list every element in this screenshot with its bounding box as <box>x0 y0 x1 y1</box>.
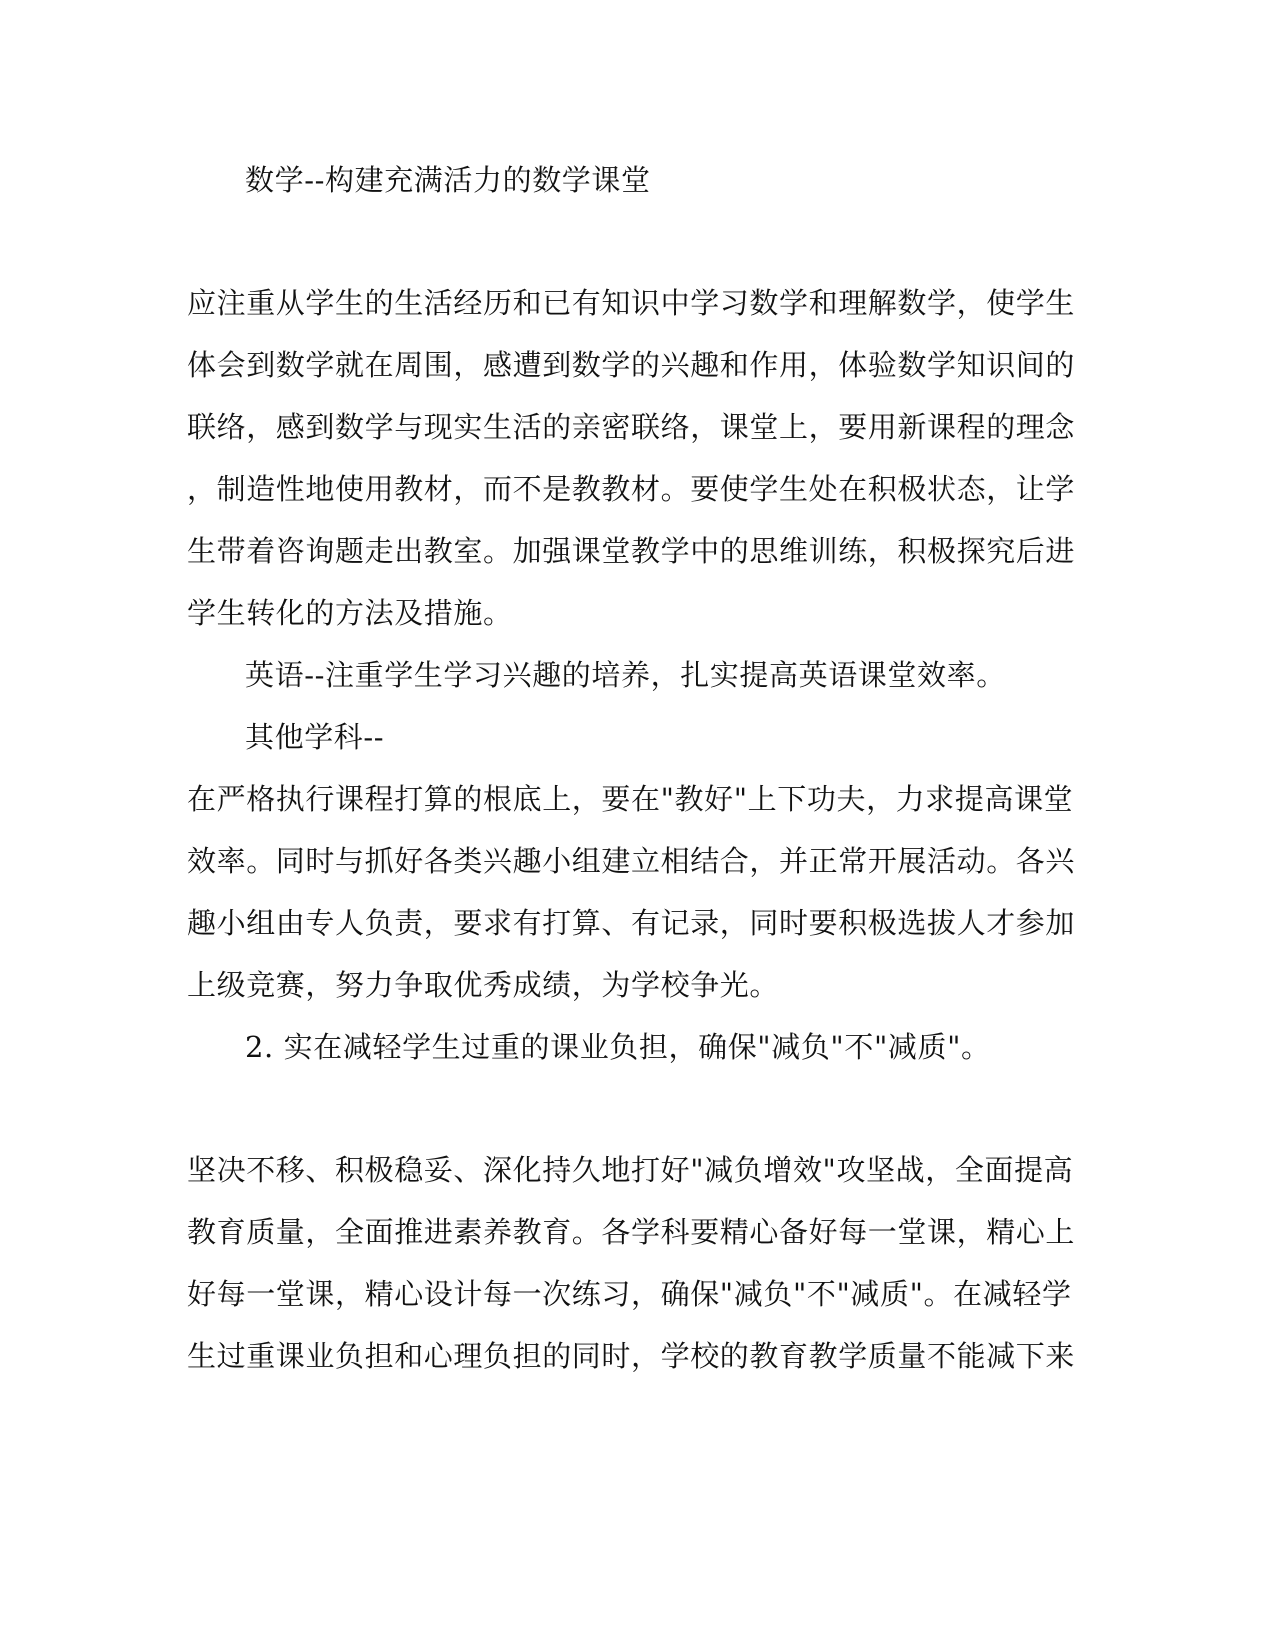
burden-paragraph-line-1: 坚决不移、积极稳妥、深化持久地打好"减负增效"攻坚战，全面提高 <box>187 1153 1074 1187</box>
burden-paragraph-line-2: 教育质量，全面推进素养教育。各学科要精心备好每一堂课，精心上 <box>187 1215 1076 1249</box>
english-heading: 英语--注重学生学习兴趣的培养，扎实提高英语课堂效率。 <box>245 658 1006 692</box>
math-heading: 数学--构建充满活力的数学课堂 <box>245 163 651 197</box>
section-2-heading: 2. 实在减轻学生过重的课业负担，确保"减负"不"减质"。 <box>245 1030 991 1064</box>
math-paragraph-line-3: 联络，感到数学与现实生活的亲密联络，课堂上，要用新课程的理念 <box>187 410 1076 444</box>
math-paragraph-line-4: ，制造性地使用教材，而不是教教材。要使学生处在积极状态，让学 <box>187 472 1076 506</box>
other-subjects-heading: 其他学科-- <box>245 720 385 754</box>
math-paragraph-line-2: 体会到数学就在周围，感遭到数学的兴趣和作用，体验数学知识间的 <box>187 348 1076 382</box>
math-paragraph-line-6: 学生转化的方法及措施。 <box>187 596 513 630</box>
burden-paragraph-line-3: 好每一堂课，精心设计每一次练习，确保"减负"不"减质"。在减轻学 <box>187 1277 1072 1311</box>
math-paragraph-line-1: 应注重从学生的生活经历和已有知识中学习数学和理解数学，使学生 <box>187 286 1076 320</box>
math-paragraph-line-5: 生带着咨询题走出教室。加强课堂教学中的思维训练，积极探究后进 <box>187 534 1076 568</box>
other-paragraph-line-4: 上级竞赛，努力争取优秀成绩，为学校争光。 <box>187 968 780 1002</box>
burden-paragraph-line-4: 生过重课业负担和心理负担的同时，学校的教育教学质量不能减下来 <box>187 1339 1076 1373</box>
other-paragraph-line-1: 在严格执行课程打算的根底上，要在"教好"上下功夫，力求提高课堂 <box>187 782 1074 816</box>
other-paragraph-line-2: 效率。同时与抓好各类兴趣小组建立相结合，并正常开展活动。各兴 <box>187 844 1076 878</box>
other-paragraph-line-3: 趣小组由专人负责，要求有打算、有记录，同时要积极选拔人才参加 <box>187 906 1076 940</box>
